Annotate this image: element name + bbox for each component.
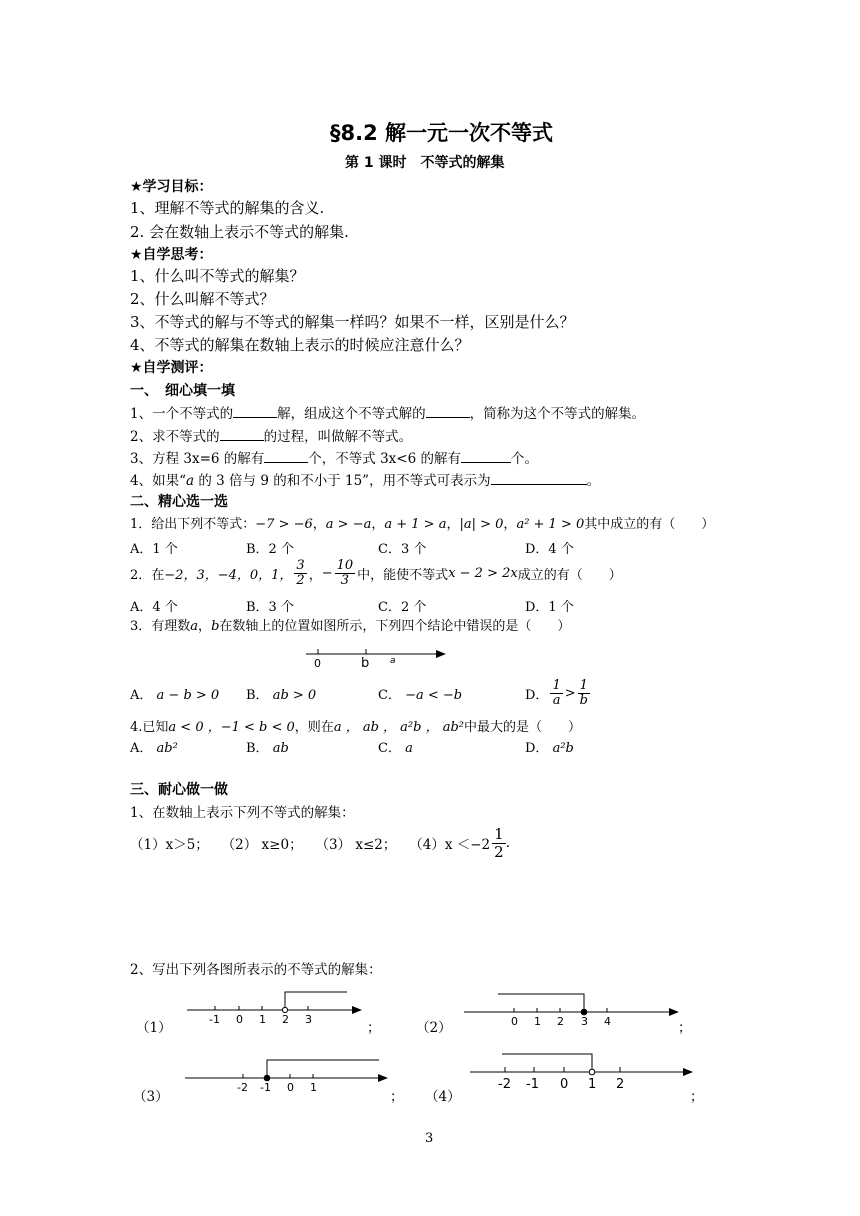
semicolon: ； (690, 1089, 704, 1105)
axis-label: 3 (305, 1013, 312, 1026)
option-b[interactable]: B． ab > 0 (246, 688, 317, 703)
option-b[interactable]: B．2 个 (246, 542, 294, 557)
axis-label: 3 (581, 1015, 588, 1028)
fill-question-3: 3、方程 3x=6 的解有 个，不等式 3x<6 的解有 个。 (130, 451, 538, 467)
option-b[interactable]: B． ab (246, 741, 289, 756)
axis-label: -1 (209, 1013, 220, 1026)
semicolon: ； (678, 1020, 692, 1036)
axis-label: 0 (236, 1013, 243, 1026)
answer-blank[interactable] (491, 472, 587, 485)
answer-blank[interactable] (264, 450, 308, 463)
axis-label: -1 (260, 1081, 271, 1094)
solve-question-1: 1、在数轴上表示下列不等式的解集： (130, 805, 355, 821)
number-line-fig1 (185, 988, 365, 1028)
axis-label-a: a (390, 656, 396, 666)
fig-label-3: （3） (133, 1089, 169, 1105)
fill-question-2: 2、求不等式的 的过程，叫做解不等式。 (130, 429, 413, 445)
fig-label-2: （2） (416, 1020, 452, 1036)
answer-blank[interactable] (233, 405, 277, 418)
semicolon: ； (367, 1020, 381, 1036)
number-line-fig2 (462, 990, 682, 1030)
option-c[interactable]: C． a (378, 741, 413, 756)
option-d[interactable]: D． a²b (525, 741, 574, 756)
fraction: $\frac{10}{3}$ (336, 557, 354, 588)
choice-question-1: 1．给出下列不等式：−7 > −6，a > −a，a + 1 > a，|a| > 0，a² + 1 > 0其中成立的有（ ） (130, 517, 715, 532)
page-title: §8.2 解一元一次不等式 (330, 121, 554, 145)
inequality-list: （1）x＞5； （2） x≥0； （3） x≤2； （4）x ＜−2 1 2 . (130, 824, 510, 861)
option-c[interactable]: C．2 个 (378, 600, 427, 615)
axis-label: -2 (498, 1077, 511, 1092)
option-d[interactable]: D．1 个 (525, 600, 574, 615)
fraction: $\frac{1}{a}$ (552, 677, 561, 708)
option-d[interactable]: D． $\frac{1}{a}$ > $\frac{1}{b}$ (525, 677, 588, 708)
option-d[interactable]: D．4 个 (525, 542, 574, 557)
axis-label: 2 (557, 1015, 564, 1028)
option-a[interactable]: A．4 个 (130, 600, 178, 615)
axis-label: 2 (282, 1013, 289, 1026)
part2-heading: 二、精心选一选 (130, 494, 228, 510)
answer-blank[interactable] (426, 405, 470, 418)
lesson-subtitle: 第 1 课时 不等式的解集 (345, 155, 505, 171)
goals-heading: ★学习目标： (130, 179, 213, 195)
goal-item: 1、理解不等式的解集的含义. (130, 199, 325, 217)
fig-label-4: （4） (425, 1089, 461, 1105)
choice-question-3: 3．有理数a，b在数轴上的位置如图所示，下列四个结论中错误的是（ ） (130, 619, 571, 634)
option-a[interactable]: A．1 个 (130, 542, 178, 557)
thinking-item: 1、什么叫不等式的解集？ (130, 267, 305, 285)
solve-question-2: 2、写出下列各图所表示的不等式的解集： (130, 962, 382, 978)
option-c[interactable]: C．3 个 (378, 542, 427, 557)
axis-label-0: 0 (314, 657, 321, 670)
thinking-heading: ★自学思考： (130, 247, 213, 263)
fill-question-4: 4、如果“a 的 3 倍与 9 的和不小于 15”，用不等式可表示为 。 (130, 473, 601, 489)
mixed-fraction: 1 2 (494, 824, 504, 861)
page-number: 3 (425, 1131, 434, 1146)
option-c[interactable]: C． −a < −b (378, 688, 463, 703)
number-line-ab (300, 644, 450, 670)
option-a[interactable]: A． ab² (130, 741, 178, 756)
axis-label: 1 (534, 1015, 541, 1028)
thinking-item: 2、什么叫解不等式？ (130, 290, 275, 308)
axis-label-b: b (361, 656, 370, 670)
test-heading: ★自学测评： (130, 360, 213, 376)
axis-label: 1 (588, 1077, 597, 1092)
fraction: $\frac{1}{b}$ (579, 677, 588, 708)
axis-label: 0 (511, 1015, 518, 1028)
option-a[interactable]: A． a − b > 0 (130, 688, 220, 703)
semicolon: ； (390, 1089, 404, 1105)
choice-question-2: 2．在 −2，3，−4，0，1， $\frac{3}{2}$ ， − $\frac{10}{3}$ 中，能使不等式 x − 2 > 2x 成立的有（ ） (130, 557, 622, 588)
axis-label: 0 (560, 1077, 569, 1092)
axis-label: 0 (287, 1081, 294, 1094)
axis-label: -1 (526, 1077, 539, 1092)
axis-label: 1 (259, 1013, 266, 1026)
answer-blank[interactable] (220, 428, 264, 441)
number-line-fig3 (183, 1056, 393, 1096)
number-line-fig4 (468, 1052, 698, 1096)
answer-blank[interactable] (461, 450, 511, 463)
axis-label: 2 (616, 1077, 625, 1092)
fill-question-1: 1、一个不等式的 解，组成这个不等式解的 ，简称为这个不等式的解集。 (130, 406, 646, 422)
thinking-item: 4、不等式的解集在数轴上表示的时候应注意什么？ (130, 336, 470, 354)
choice-question-4: 4.已知a < 0 ，−1 < b < 0，则在a ， ab ， a²b ， ab²中最大的是（ ） (130, 720, 582, 735)
fig-label-1: （1） (136, 1020, 172, 1036)
axis-label: 1 (310, 1081, 317, 1094)
axis-label: 4 (604, 1015, 611, 1028)
fraction: $\frac{3}{2}$ (296, 557, 305, 588)
goal-item: 2. 会在数轴上表示不等式的解集. (130, 223, 349, 241)
part1-heading: 一、 细心填一填 (130, 383, 235, 399)
option-b[interactable]: B．3 个 (246, 600, 294, 615)
axis-label: -2 (237, 1081, 248, 1094)
part3-heading: 三、耐心做一做 (130, 782, 228, 798)
thinking-item: 3、不等式的解与不等式的解集一样吗？如果不一样，区别是什么？ (130, 313, 575, 331)
